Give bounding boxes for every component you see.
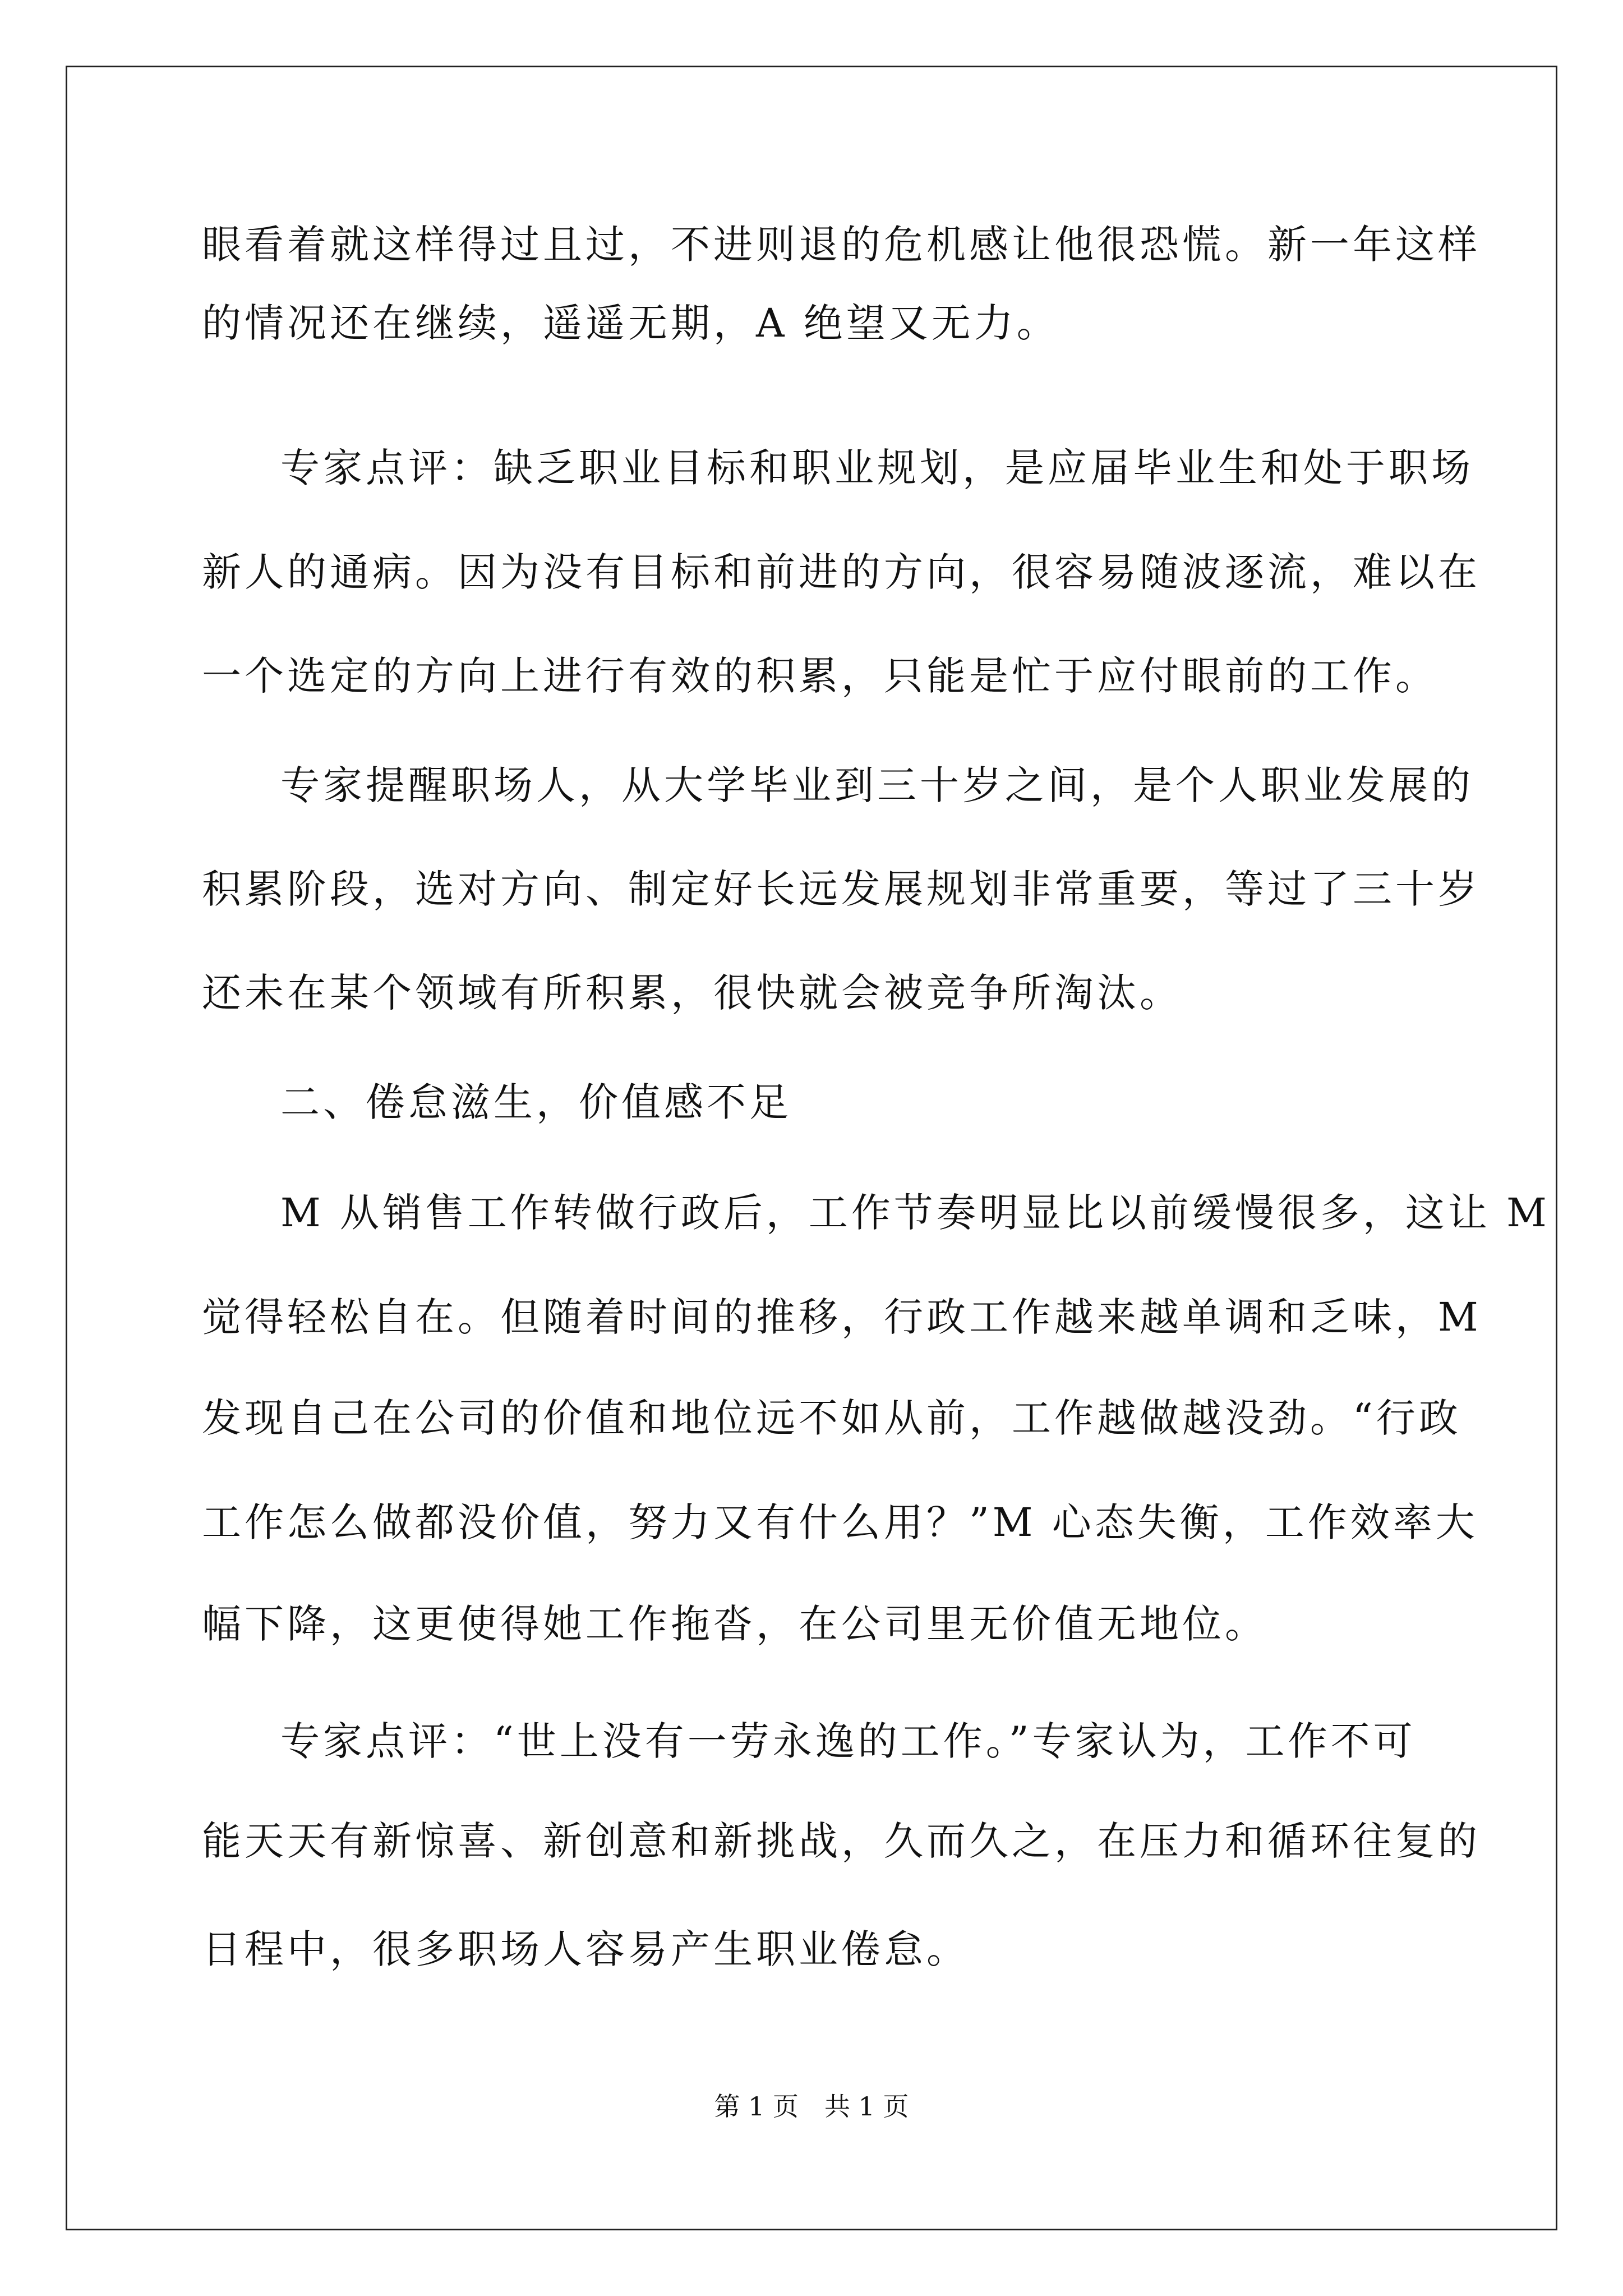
text-line: 工作怎么做都没价值，努力又有什么用？”M 心态失衡，工作效率大 bbox=[202, 1499, 1478, 1545]
text-line: 能天天有新惊喜、新创意和新挑战，久而久之，在压力和循环往复的 bbox=[202, 1818, 1481, 1864]
text-line: 发现自己在公司的价值和地位远不如从前，工作越做越没劲。“行政 bbox=[202, 1395, 1461, 1441]
text-line: 眼看着就这样得过且过，不进则退的危机感让他很恐慌。新一年这样 bbox=[202, 222, 1481, 268]
text-line: 积累阶段，选对方向、制定好长远发展规划非常重要，等过了三十岁 bbox=[202, 866, 1481, 912]
text-line: 新人的通病。因为没有目标和前进的方向，很容易随波逐流，难以在 bbox=[202, 549, 1481, 595]
text-line: 觉得轻松自在。但随着时间的推移，行政工作越来越单调和乏味，M bbox=[202, 1294, 1482, 1340]
text-line: 的情况还在继续，遥遥无期，A 绝望又无力。 bbox=[202, 300, 1059, 346]
section-heading: 二、倦怠滋生，价值感不足 bbox=[280, 1079, 792, 1125]
text-line: 还未在某个领域有所积累，很快就会被竞争所淘汰。 bbox=[202, 970, 1182, 1016]
page-number-footer: 第 1 页 共 1 页 bbox=[714, 2091, 909, 2122]
text-line: 一个选定的方向上进行有效的积累，只能是忙于应付眼前的工作。 bbox=[202, 653, 1438, 699]
text-line: 日程中，很多职场人容易产生职业倦怠。 bbox=[202, 1926, 969, 1972]
paragraph-start-line: M 从销售工作转做行政后，工作节奏明显比以前缓慢很多，这让 M bbox=[280, 1190, 1550, 1236]
page-border bbox=[66, 66, 1557, 2230]
text-line: 幅下降，这更使得她工作拖沓，在公司里无价值无地位。 bbox=[202, 1601, 1267, 1647]
paragraph-start-line: 专家提醒职场人，从大学毕业到三十岁之间，是个人职业发展的 bbox=[280, 762, 1474, 808]
paragraph-start-line: 专家点评：“世上没有一劳永逸的工作。”专家认为，工作不可 bbox=[280, 1718, 1416, 1764]
paragraph-start-line: 专家点评：缺乏职业目标和职业规划，是应届毕业生和处于职场 bbox=[280, 445, 1474, 491]
